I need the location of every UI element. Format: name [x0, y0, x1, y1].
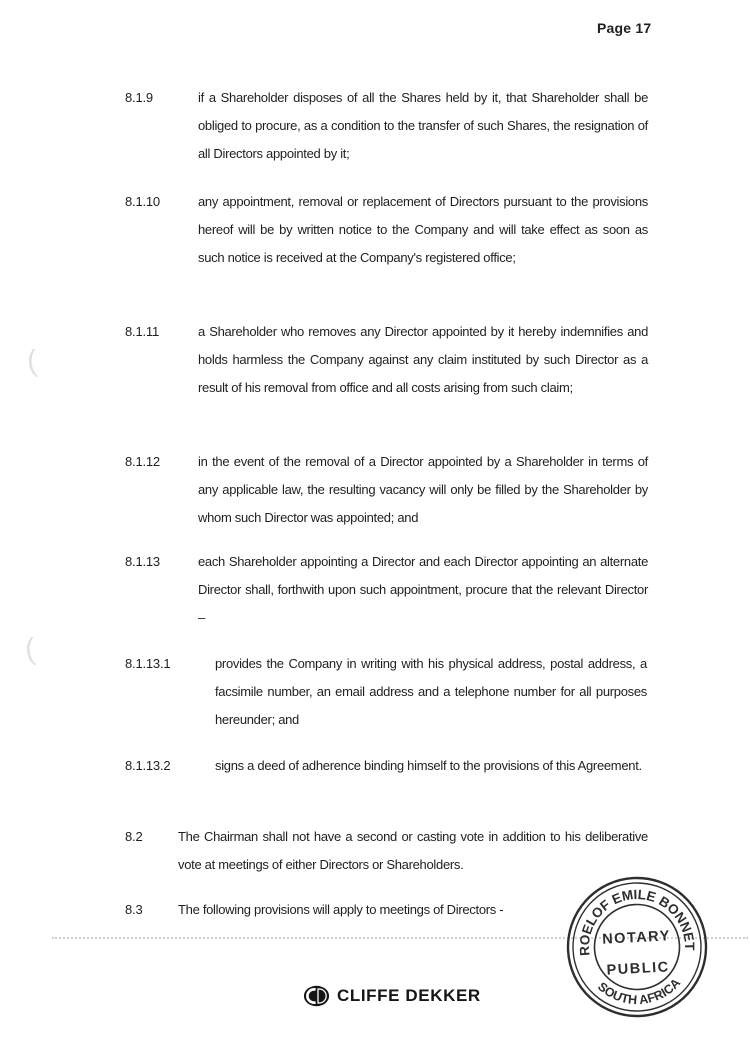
stamp-center-line2: PUBLIC: [606, 959, 671, 979]
cliffe-dekker-logo: [303, 985, 481, 1007]
page-number: Page 17: [597, 20, 652, 36]
scan-artifact-mark: (: [25, 344, 39, 379]
clause-text: each Shareholder appointing a Director and each Director appointing an alternate Director shall, forthwith upon such appointment, procure that the relevant Director –: [198, 554, 648, 625]
clause-number: 8.1.12: [125, 454, 160, 469]
clause-number: 8.1.13.2: [125, 758, 171, 773]
clause-number: 8.1.10: [125, 194, 160, 209]
clause-number: 8.2: [125, 829, 143, 844]
clause-text: The following provisions will apply to meetings of Directors -: [178, 902, 504, 917]
clause-text: provides the Company in writing with his physical address, postal address, a facsimile number, an email address and a telephone number for all purposes hereunder; and: [215, 656, 647, 727]
clause-number: 8.1.13.1: [125, 656, 171, 671]
clause-number: 8.1.9: [125, 90, 153, 105]
scan-artifact-mark: (: [23, 632, 37, 667]
clause-text: a Shareholder who removes any Director appointed by it hereby indemnifies and holds harmless the Company against any claim instituted by such Director as a result of his removal from office and all costs arising from such claim;: [198, 324, 648, 395]
stamp-arc-bottom-text: SOUTH AFRICA: [595, 975, 684, 1008]
clause-text: if a Shareholder disposes of all the Shares held by it, that Shareholder shall be obliged to procure, as a condition to the transfer of such Shares, the resignation of all Directors appointed by it;: [198, 90, 648, 161]
clause-text: The Chairman shall not have a second or casting vote in addition to his deliberative vote at meetings of either Directors or Shareholders.: [178, 829, 648, 872]
stamp-center-line1: NOTARY: [601, 928, 672, 948]
stamp-arc-top-text: ROELOF EMILE BONNET: [576, 886, 698, 957]
clause-text: signs a deed of adherence binding himself to the provisions of this Agreement.: [215, 758, 642, 773]
cd-monogram-icon: [303, 985, 330, 1007]
clause-number: 8.1.11: [125, 324, 159, 339]
clause-number: 8.3: [125, 902, 143, 917]
clause-text: in the event of the removal of a Director appointed by a Shareholder in terms of any applicable law, the resulting vacancy will only be filled by the Shareholder by whom such Director was appointed; and: [198, 454, 648, 525]
notary-stamp: [562, 874, 712, 1024]
clause-text: any appointment, removal or replacement of Directors pursuant to the provisions hereof will be by written notice to the Company and will take effect as soon as such notice is received at the Company's registered office;: [198, 194, 648, 265]
clause-number: 8.1.13: [125, 554, 160, 569]
brand-text: CLIFFE DEKKER: [337, 986, 481, 1005]
